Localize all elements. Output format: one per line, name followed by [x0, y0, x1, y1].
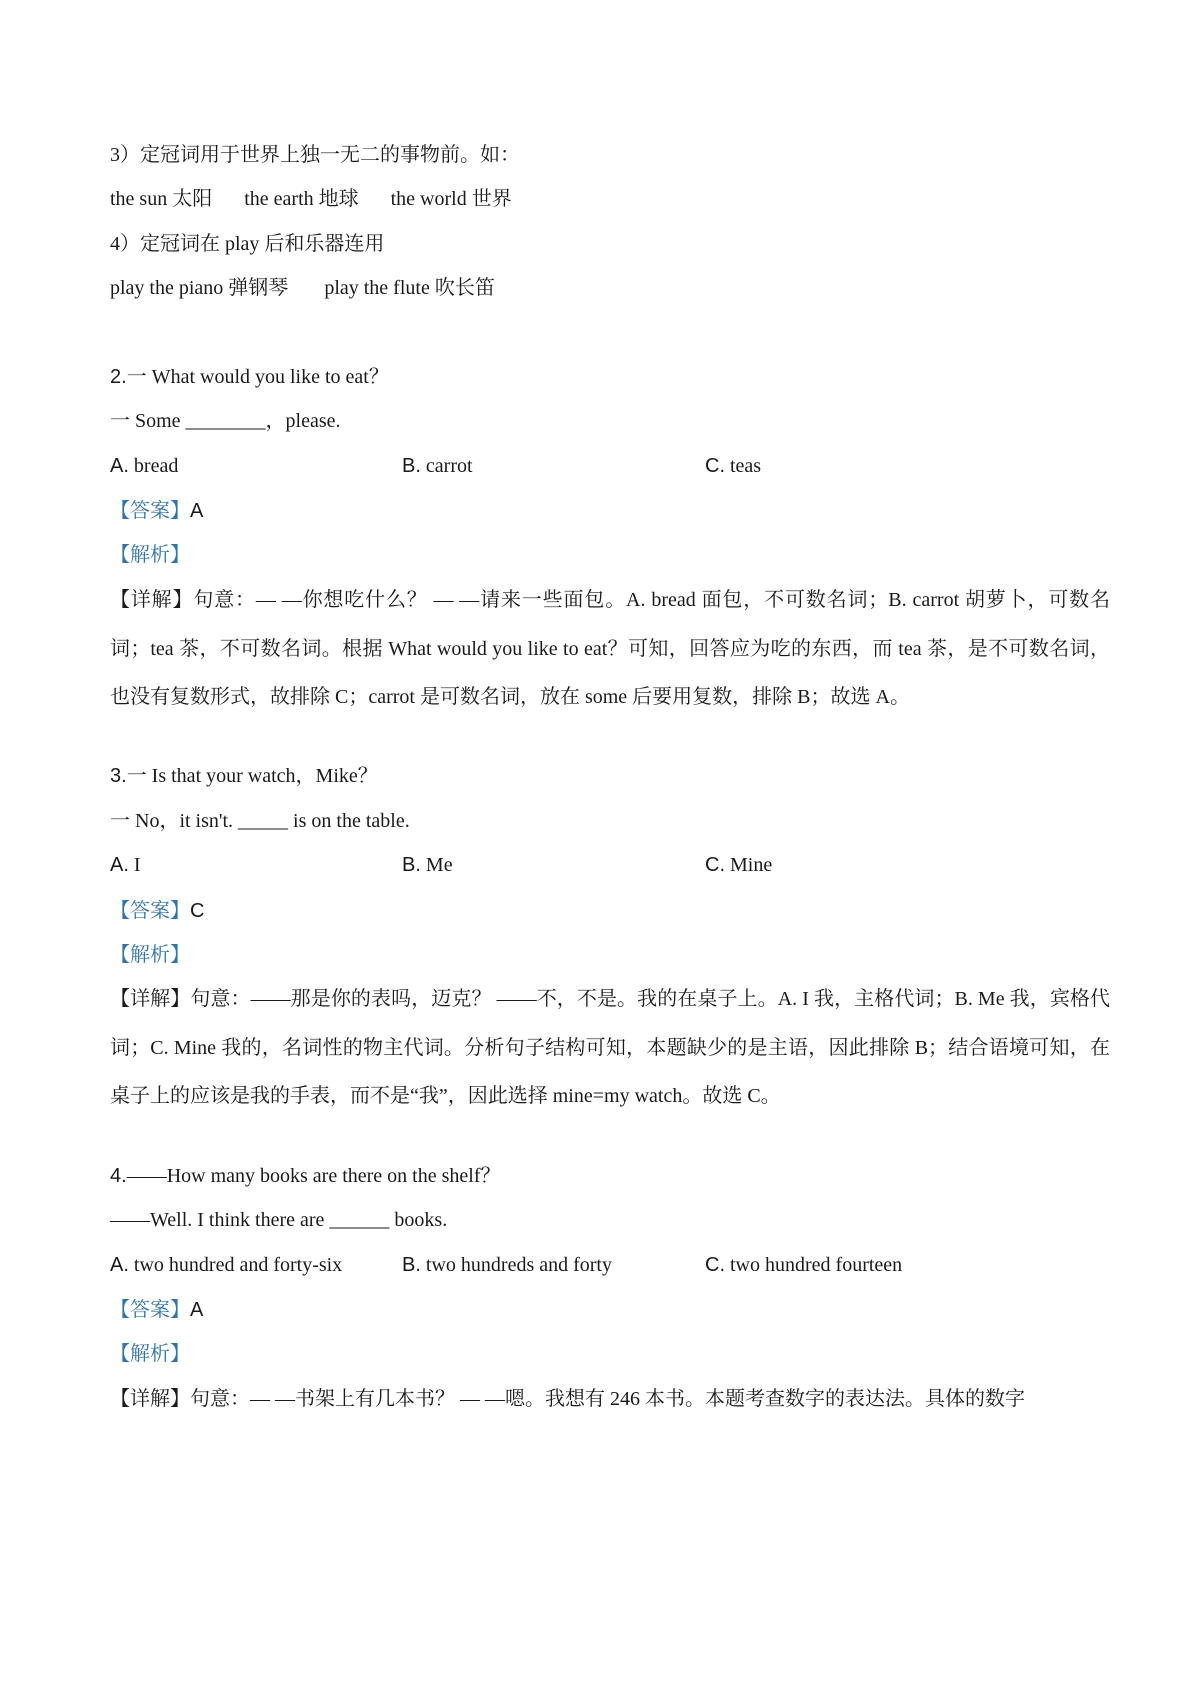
question-4-line-2: ——Well. I think there are ______ books. [110, 1209, 448, 1231]
rule-3-title: 3）定冠词用于世界上独一无二的事物前。如： [110, 144, 520, 166]
option-c: C. Mine [705, 854, 773, 876]
analysis-label: 【解析】 [110, 542, 190, 566]
example-world: the world 世界 [390, 188, 512, 210]
answer-label: 【答案】 [110, 498, 190, 522]
detail-text: 句意：——那是你的表吗，迈克？ ——不，不是。我的在桌子上。A. I 我，主格代词；B. Me 我，宾格代词；C. Mine 我的，名词性的物主代词。分析句子结构可知，本题缺少的是主语，因此排除 B；结合语境可知，在桌子上的应该是我的手表，而不是“我”，因此选择 mine=my watch。故选 C。 [110, 988, 1110, 1107]
option-b: B. carrot [402, 455, 473, 477]
rule-4-title: 4）定冠词在 play 后和乐器连用 [110, 233, 385, 255]
question-4-prompt [110, 1162, 501, 1190]
question-3-prompt [110, 762, 378, 790]
question-number: 4. [110, 1165, 127, 1187]
detail-text: 句意：— —书架上有几本书？ — —嗯。我想有 246 本书。本题考查数字的表达法。具体的数字 [190, 1388, 1025, 1410]
document-page [110, 0, 1110, 1698]
question-2-line-2: 一 Some ________，please. [110, 410, 341, 432]
answer-value: A [190, 500, 204, 522]
option-a: A. two hundred and forty-six [110, 1254, 343, 1276]
answer-value: A [190, 1299, 204, 1321]
option-c: C. two hundred fourteen [705, 1254, 903, 1276]
example-flute: play the flute 吹长笛 [324, 277, 495, 299]
answer-label: 【答案】 [110, 1297, 190, 1321]
rule-4-examples [110, 274, 495, 302]
question-number: 3. [110, 765, 127, 787]
example-earth: the earth 地球 [244, 188, 359, 210]
answer-line [110, 496, 203, 525]
detail-label: 【详解】 [110, 1386, 190, 1410]
option-b: B. two hundreds and forty [402, 1254, 612, 1276]
detail-label: 【详解】 [110, 986, 191, 1010]
question-line-1: ——How many books are there on the shelf？ [126, 1165, 501, 1187]
answer-line [110, 896, 204, 925]
example-piano: play the piano 弹钢琴 [110, 277, 289, 299]
option-c: C. teas [705, 455, 762, 477]
example-sun: the sun 太阳 [110, 188, 213, 210]
question-3-line-2: 一 No，it isn't. _____ is on the table. [110, 810, 410, 832]
answer-line [110, 1295, 203, 1324]
detail-text: 句意：— —你想吃什么？ — —请来一些面包。A. bread 面包，不可数名词；B. carrot 胡萝卜，可数名词；tea 茶，不可数名词。根据 What would you like to eat？可知，回答应为吃的东西，而 tea 茶，是不可数名词，也没有复数形式，故排除 C；carrot 是可数名词，放在 some 后要用复数，排除 B；故选 A。 [110, 589, 1111, 708]
option-a: A. I [110, 854, 141, 876]
analysis-label: 【解析】 [110, 942, 190, 966]
question-line-1: 一 Is that your watch，Mike？ [126, 765, 378, 787]
option-a: A. bread [110, 455, 179, 477]
question-2-prompt [110, 363, 389, 391]
answer-label: 【答案】 [110, 898, 190, 922]
detail-paragraph [110, 575, 1110, 722]
detail-label: 【详解】 [110, 587, 194, 611]
question-line-1: 一 What would you like to eat？ [126, 366, 389, 388]
detail-paragraph [110, 1374, 1110, 1424]
rule-3-examples [110, 185, 512, 213]
analysis-label: 【解析】 [110, 1341, 190, 1365]
answer-value: C [190, 900, 205, 922]
option-b: B. Me [402, 854, 453, 876]
detail-paragraph [110, 974, 1110, 1121]
question-number: 2. [110, 366, 127, 388]
